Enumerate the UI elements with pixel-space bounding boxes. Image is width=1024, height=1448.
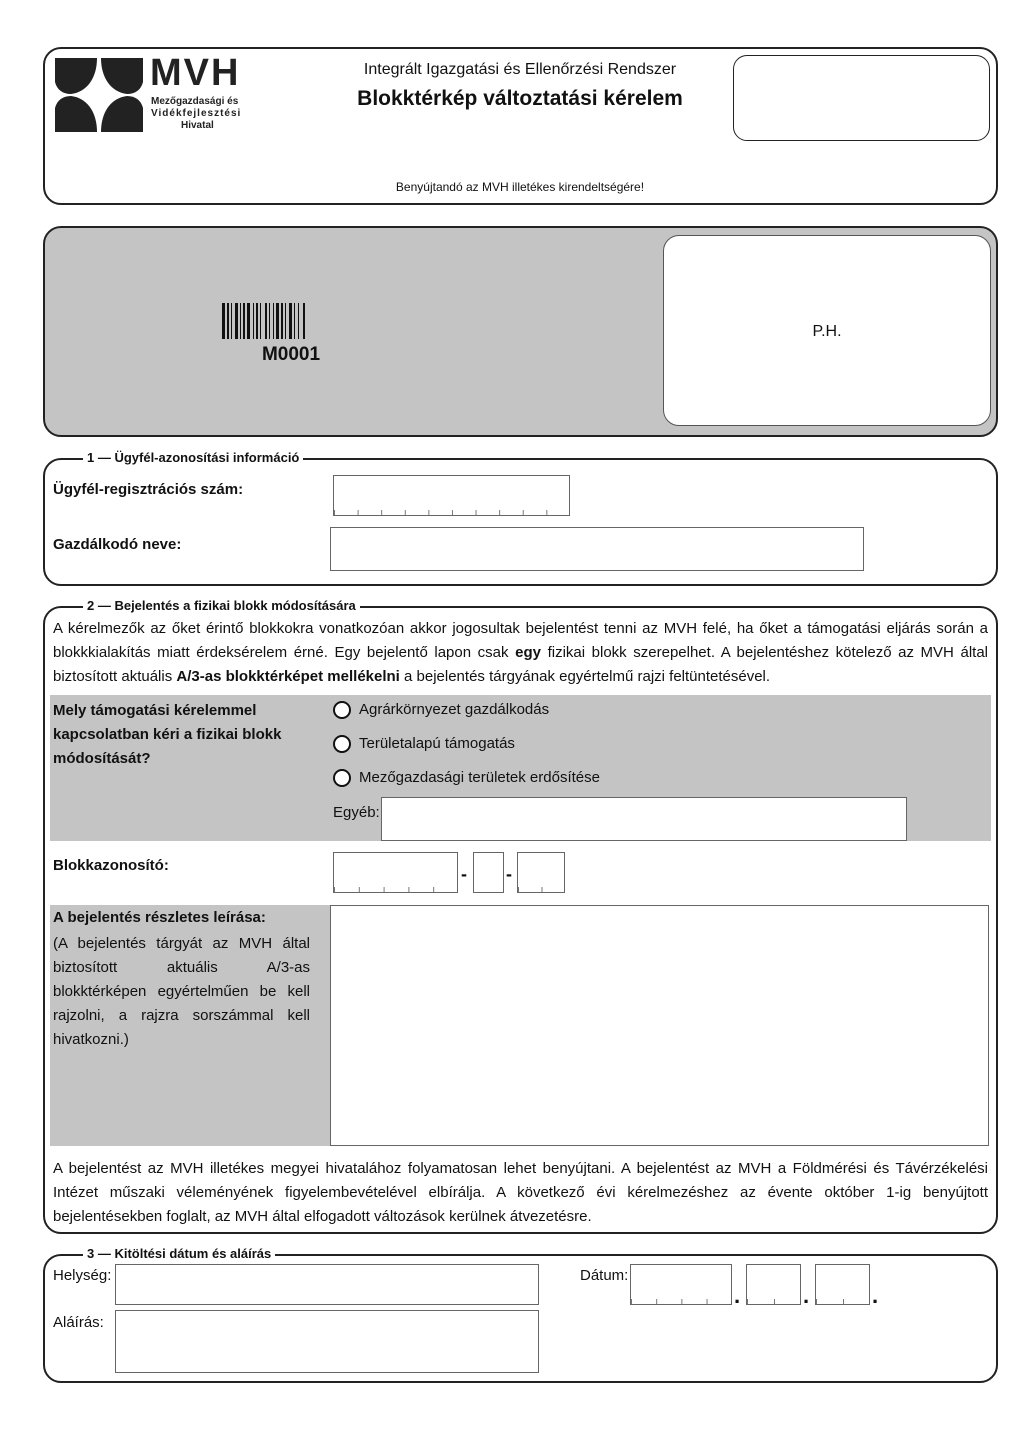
stamp-label: P.H. [812, 323, 842, 340]
date-day-input[interactable] [815, 1264, 870, 1305]
barcode-icon [222, 303, 360, 339]
intro-text-2: fizikai blokk szerepelhet. A bejelentéshez kötelező az MVH által biztosított aktuális [53, 644, 988, 685]
radio-area-based[interactable] [333, 735, 351, 753]
block-id-part3[interactable] [517, 852, 565, 893]
date-month-input[interactable] [746, 1264, 801, 1305]
mvh-logo [53, 52, 253, 136]
intro-bold-2: A/3-as blokktérképet mellékelni [176, 668, 400, 685]
barcode-code: M0001 [261, 344, 321, 365]
client-reg-label: Ügyfél-regisztrációs szám: [53, 481, 244, 498]
submit-note: Benyújtandó az MVH illetékes kirendeltségére! [395, 180, 645, 194]
logo-title: MVH [150, 52, 241, 94]
date-label: Dátum: [580, 1267, 629, 1284]
description-input[interactable] [330, 905, 989, 1146]
date-dot-2: . [803, 1283, 810, 1308]
section2-legend: 2 — Bejelentés a fizikai blokk módosítására [83, 598, 360, 613]
block-id-part1[interactable] [333, 852, 458, 893]
signature-label: Aláírás: [53, 1314, 104, 1331]
section3-legend: 3 — Kitöltési dátum és aláírás [83, 1246, 275, 1261]
farmer-name-label: Gazdálkodó neve: [53, 536, 182, 553]
other-input[interactable] [381, 797, 907, 841]
block-id-dash-2: - [506, 864, 512, 884]
client-reg-input[interactable] [333, 475, 570, 516]
radio-afforestation[interactable] [333, 769, 351, 787]
intro-text-3: a bejelentés tárgyának egyértelmű rajzi feltüntetésével. [404, 668, 771, 685]
section2-intro [53, 617, 988, 689]
form-title: Blokktérkép változtatási kérelem [357, 87, 683, 110]
description-title: A bejelentés részletes leírása: [53, 909, 266, 926]
date-dot-1: . [734, 1283, 741, 1308]
radio-agri-env[interactable] [333, 701, 351, 719]
place-input[interactable] [115, 1264, 539, 1305]
option-afforestation: Mezőgazdasági területek erdősítése [359, 769, 600, 786]
question-label: Mely támogatási kérelemmel kapcsolatban kéri a fizikai blokk módosítását? [53, 702, 282, 767]
logo-subtitle-3: Hivatal [181, 120, 214, 131]
place-label: Helység: [53, 1267, 112, 1284]
other-label: Egyéb: [333, 804, 380, 821]
logo-clover-icon [53, 56, 145, 134]
system-name: Integrált Igazgatási és Ellenőrzési Rendszer [363, 61, 677, 78]
logo-subtitle-1: Mezőgazdasági és [151, 96, 239, 107]
block-id-part2[interactable] [473, 852, 504, 893]
block-id-dash-1: - [461, 864, 467, 884]
intro-bold-1: egy [515, 644, 541, 661]
description-note: (A bejelentés tárgyát az MVH által biztosított aktuális A/3-as blokktérképen egyértelműen be kell rajzolni, a rajzra sorszámmal kell hivatkozni.) [53, 935, 310, 1048]
option-area-based: Területalapú támogatás [359, 735, 515, 752]
logo-subtitle-2: Vidékfejlesztési [151, 108, 242, 119]
farmer-name-input[interactable] [330, 527, 864, 571]
section1-legend: 1 — Ügyfél-azonosítási információ [83, 450, 303, 465]
option-agri-env: Agrárkörnyezet gazdálkodás [359, 701, 550, 718]
section2-footer-note: A bejelentést az MVH illetékes megyei hivatalához folyamatosan lehet benyújtani. A bejelentést az MVH a Földmérési és Távérzékelési Intézet műszaki véleményének figyelembevételével elbírálja. A következő évi kérelmezéshez az évente október 1-ig benyújtott bejelentésekben foglalt, az MVH által elfogadott változások kerülnek átvezetésre. [53, 1160, 988, 1225]
signature-input[interactable] [115, 1310, 539, 1373]
date-dot-3: . [872, 1283, 879, 1308]
intro-text-1: A kérelmezők az őket érintő blokkokra vonatkozóan akkor jogosultak bejelentést tenni az MVH felé, ha őket a támogatási eljárás során a blokkkialakítás miatt érdeksérelem érné. Egy bejelentő lapon csak [53, 620, 988, 661]
date-year-input[interactable] [630, 1264, 732, 1305]
block-id-label: Blokkazonosító: [53, 857, 169, 874]
registration-box [733, 55, 990, 141]
